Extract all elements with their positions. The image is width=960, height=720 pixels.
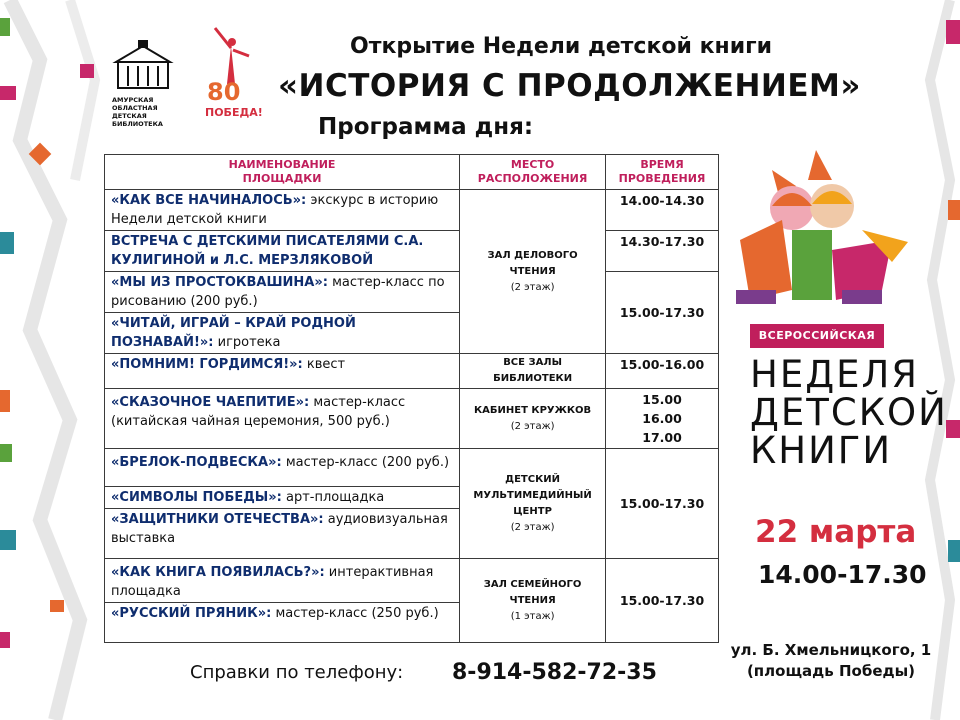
activity-cell: ВСТРЕЧА С ДЕТСКИМИ ПИСАТЕЛЯМИ С.А. КУЛИГИНОЙ и Л.С. МЕРЗЛЯКОВОЙ	[105, 231, 460, 272]
decorative-pattern-left	[0, 0, 110, 720]
event-date: 22 марта	[755, 514, 917, 550]
victory-number: 80	[207, 78, 241, 106]
library-logo	[112, 40, 182, 128]
time-cell: 14.30-17.30	[606, 231, 719, 272]
week-title	[750, 353, 948, 472]
motherland-statue-icon	[205, 26, 257, 86]
week-title-line3: КНИГИ	[750, 429, 893, 472]
col-header-time: ВРЕМЯ ПРОВЕДЕНИЯ	[606, 155, 719, 190]
library-building-icon	[112, 40, 174, 90]
table-row	[105, 559, 719, 603]
phone-label: Справки по телефону:	[190, 662, 404, 683]
time-cell: 15.00-17.30	[606, 449, 719, 559]
location-cell: ЗАЛ СЕМЕЙНОГО ЧТЕНИЯ (1 этаж)	[460, 559, 606, 643]
table-row	[105, 389, 719, 449]
col-header-name: НАИМЕНОВАНИЕ ПЛОЩАДКИ	[105, 155, 460, 190]
victory-80-logo	[205, 26, 263, 124]
all-russian-badge: ВСЕРОССИЙСКАЯ	[750, 324, 884, 348]
children-reading-illustration	[732, 150, 912, 310]
time-slot: 16.00	[642, 411, 682, 426]
time-cell: 15.00-17.30	[606, 559, 719, 643]
week-title-line2: ДЕТСКОЙ	[750, 391, 948, 434]
phone-number: 8-914-582-72-35	[452, 660, 657, 685]
activity-cell: «МЫ ИЗ ПРОСТОКВАШИНА»: мастер-класс по рисованию (200 руб.)	[105, 272, 460, 313]
time-cell: 15.00-16.00	[606, 354, 719, 389]
location-cell: ЗАЛ ДЕЛОВОГО ЧТЕНИЯ (2 этаж)	[460, 190, 606, 354]
table-row	[105, 354, 719, 389]
activity-cell: «КАК ВСЕ НАЧИНАЛОСЬ»: экскурс в историю Недели детской книги	[105, 190, 460, 231]
time-slot: 15.00	[642, 392, 682, 407]
activity-cell: «КАК КНИГА ПОЯВИЛАСЬ?»: интерактивная площадка	[105, 559, 460, 603]
address	[726, 640, 936, 682]
location-cell: ВСЕ ЗАЛЫ БИБЛИОТЕКИ	[460, 354, 606, 389]
activity-cell: «СКАЗОЧНОЕ ЧАЕПИТИЕ»: мастер-класс (китайская чайная церемония, 500 руб.)	[105, 389, 460, 449]
program-heading: Программа дня:	[318, 114, 534, 140]
address-line1: ул. Б. Хмельницкого, 1	[730, 641, 932, 659]
week-title-line1: НЕДЕЛЯ	[750, 353, 920, 396]
col-header-location: МЕСТО РАСПОЛОЖЕНИЯ	[460, 155, 606, 190]
location-cell: ДЕТСКИЙ МУЛЬТИМЕДИЙНЫЙ ЦЕНТР (2 этаж)	[460, 449, 606, 559]
activity-cell: «РУССКИЙ ПРЯНИК»: мастер-класс (250 руб.)	[105, 603, 460, 643]
time-cell: 15.00-17.30	[606, 272, 719, 354]
activity-cell: «СИМВОЛЫ ПОБЕДЫ»: арт-площадка	[105, 487, 460, 509]
table-header-row	[105, 155, 719, 190]
activity-cell: «БРЕЛОК-ПОДВЕСКА»: мастер-класс (200 руб.)	[105, 449, 460, 487]
table-row	[105, 190, 719, 231]
header-line1: Открытие Недели детской книги	[350, 34, 773, 59]
table-row	[105, 272, 719, 313]
activity-cell: «ЗАЩИТНИКИ ОТЕЧЕСТВА»: аудиовизуальная выставка	[105, 509, 460, 559]
table-row	[105, 231, 719, 272]
time-cell	[606, 389, 719, 449]
table-row	[105, 449, 719, 487]
program-table	[104, 154, 719, 643]
activity-cell: «ЧИТАЙ, ИГРАЙ – КРАЙ РОДНОЙ ПОЗНАВАЙ!»: игротека	[105, 313, 460, 354]
header-title: «ИСТОРИЯ С ПРОДОЛЖЕНИЕМ»	[278, 68, 861, 104]
address-line2: (площадь Победы)	[746, 662, 916, 680]
location-cell: КАБИНЕТ КРУЖКОВ (2 этаж)	[460, 389, 606, 449]
library-caption: АМУРСКАЯ ОБЛАСТНАЯ ДЕТСКАЯ БИБЛИОТЕКА	[112, 96, 163, 128]
event-time: 14.00-17.30	[758, 560, 927, 589]
time-cell: 14.00-14.30	[606, 190, 719, 231]
activity-cell: «ПОМНИМ! ГОРДИМСЯ!»: квест	[105, 354, 460, 389]
victory-label: ПОБЕДА!	[205, 106, 263, 119]
time-slot: 17.00	[642, 430, 682, 445]
